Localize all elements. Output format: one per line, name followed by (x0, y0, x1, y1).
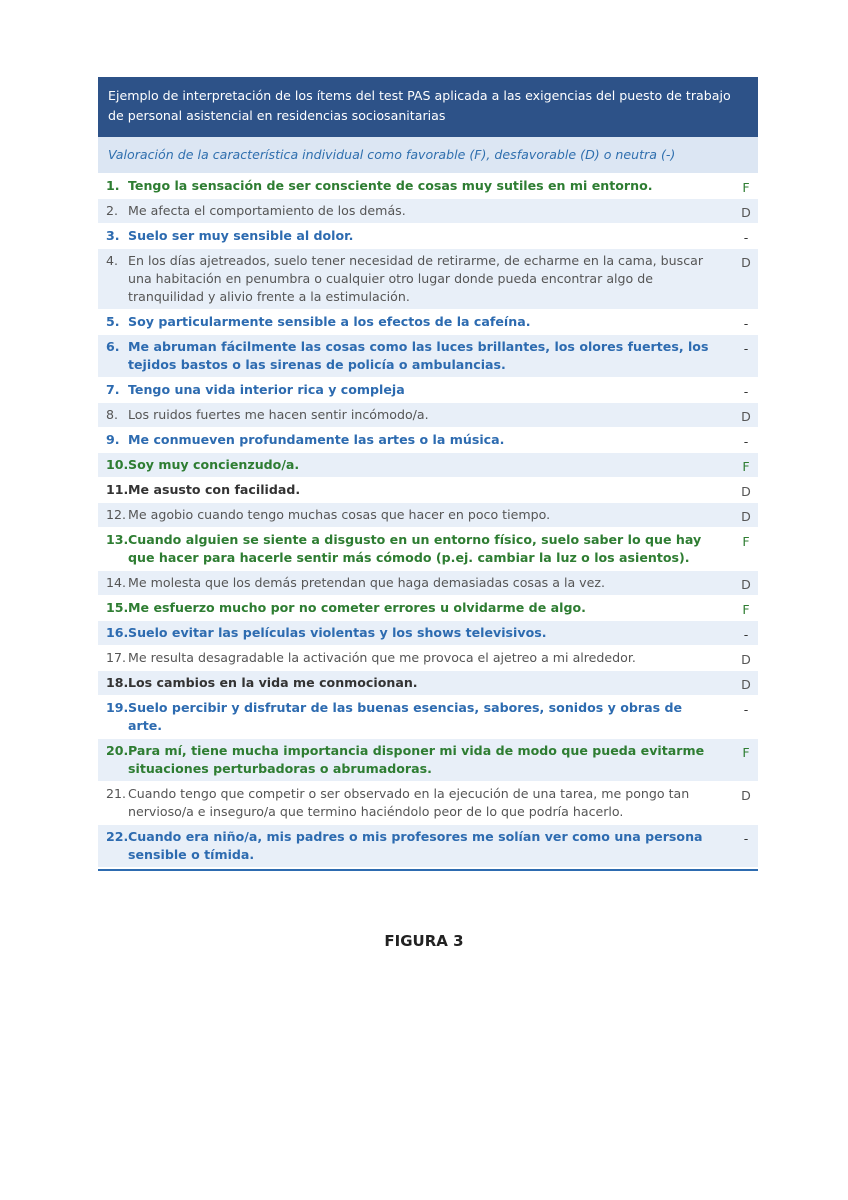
item-text: Me afecta el comportamiento de los demás. (128, 203, 406, 218)
item-number: 20. (106, 743, 129, 758)
item-grade: D (741, 652, 751, 667)
item-text: Tengo una vida interior rica y compleja (128, 382, 405, 397)
table-row (98, 453, 758, 477)
item-number: 16. (106, 625, 129, 640)
table-row (98, 503, 758, 527)
table-row (98, 596, 758, 620)
item-number: 17. (106, 650, 127, 665)
item-text: Suelo evitar las películas violentas y los shows televisivos. (128, 625, 547, 640)
item-text: Soy particularmente sensible a los efectos de la cafeína. (128, 314, 531, 329)
item-text: Me asusto con facilidad. (128, 482, 301, 497)
item-grade: D (741, 788, 751, 803)
table-row (98, 696, 758, 738)
item-text: Suelo ser muy sensible al dolor. (128, 228, 354, 243)
item-grade: D (741, 484, 751, 499)
item-text: Me esfuerzo mucho por no cometer errores u olvidarme de algo. (128, 600, 586, 615)
table-row (98, 478, 758, 502)
item-grade: - (743, 230, 749, 245)
item-grade: D (741, 509, 751, 524)
item-number: 12. (106, 507, 127, 522)
table-row (98, 335, 758, 377)
figure-caption: FIGURA 3 (384, 932, 464, 950)
item-number: 4. (106, 253, 119, 268)
item-number: 18. (106, 675, 129, 690)
item-grade: D (741, 205, 751, 220)
item-grade: - (743, 316, 749, 331)
item-number: 19. (106, 700, 129, 715)
header-line-2: de personal asistencial en residencias sociosanitarias (108, 108, 446, 123)
item-text: Los cambios en la vida me conmocionan. (128, 675, 418, 690)
item-text: Me conmueven profundamente las artes o la música. (128, 432, 505, 447)
item-grade: F (742, 534, 750, 549)
item-grade: F (742, 745, 750, 760)
item-number: 11. (106, 482, 129, 497)
item-grade: D (741, 409, 751, 424)
item-number: 14. (106, 575, 127, 590)
table-row (98, 378, 758, 402)
item-grade: F (742, 459, 750, 474)
item-text: Me resulta desagradable la activación que me provoca el ajetreo a mi alrededor. (128, 650, 636, 665)
item-number: 15. (106, 600, 129, 615)
item-number: 7. (106, 382, 120, 397)
item-text: Cuando era niño/a, mis padres o mis profesores me solían ver como una persona sensible o tímida. (128, 829, 703, 862)
item-number: 6. (106, 339, 120, 354)
item-text: En los días ajetreados, suelo tener necesidad de retirarme, de echarme en la cama, buscar una habitación en penumbra o cualquier otro lugar donde pueda encontrar algo de tranquilidad y alivio frente a la estimulación. (128, 253, 704, 304)
item-grade: - (743, 341, 749, 356)
item-number: 21. (106, 786, 127, 801)
item-text: Tengo la sensación de ser consciente de cosas muy sutiles en mi entorno. (128, 178, 653, 193)
item-grade: - (743, 434, 749, 449)
item-text: Me abruman fácilmente las cosas como las luces brillantes, los olores fuertes, los tejidos bastos o las sirenas de policía o ambulancias. (128, 339, 709, 372)
item-text: Soy muy concienzudo/a. (128, 457, 300, 472)
table-row (98, 428, 758, 452)
table-row (98, 621, 758, 645)
item-number: 22. (106, 829, 129, 844)
item-grade: D (741, 577, 751, 592)
table-row (98, 249, 758, 309)
table-bottom-rule (98, 869, 758, 871)
item-number: 9. (106, 432, 120, 447)
item-grade: F (742, 180, 750, 195)
table-row (98, 174, 758, 198)
item-text: Me molesta que los demás pretendan que haga demasiadas cosas a la vez. (128, 575, 606, 590)
item-number: 1. (106, 178, 120, 193)
item-number: 2. (106, 203, 119, 218)
table-row (98, 403, 758, 427)
table-subheader: Valoración de la característica individual como favorable (F), desfavorable (D) o neutra (-) (98, 137, 758, 173)
table-header (98, 77, 758, 137)
item-number: 10. (106, 457, 129, 472)
table-row (98, 739, 758, 781)
item-grade: - (743, 831, 749, 846)
table-row (98, 571, 758, 595)
header-line-1: Ejemplo de interpretación de los ítems del test PAS aplicada a las exigencias del puesto de trabajo (108, 88, 731, 103)
item-number: 3. (106, 228, 120, 243)
item-text: Cuando tengo que competir o ser observado en la ejecución de una tarea, me pongo tan nervioso/a e inseguro/a que termino haciéndolo peor de lo que podría hacerlo. (128, 786, 690, 819)
item-grade: D (741, 255, 751, 270)
table-row (98, 646, 758, 670)
item-grade: - (743, 384, 749, 399)
item-text: Para mí, tiene mucha importancia disponer mi vida de modo que pueda evitarme situaciones perturbadoras o abrumadoras. (128, 743, 705, 776)
item-grade: - (743, 627, 749, 642)
table-row (98, 310, 758, 334)
item-grade: - (743, 702, 749, 717)
table-row (98, 224, 758, 248)
item-text: Me agobio cuando tengo muchas cosas que hacer en poco tiempo. (128, 507, 551, 522)
item-grade: F (742, 602, 750, 617)
pas-table (98, 77, 758, 871)
table-row (98, 528, 758, 570)
item-text: Los ruidos fuertes me hacen sentir incómodo/a. (128, 407, 429, 422)
item-text: Cuando alguien se siente a disgusto en un entorno físico, suelo saber lo que hay que hacer para hacerle sentir más cómodo (p.ej. cambiar la luz o los asientos). (128, 532, 702, 565)
table-row (98, 782, 758, 824)
item-grade: D (741, 677, 751, 692)
item-number: 8. (106, 407, 119, 422)
item-text: Suelo percibir y disfrutar de las buenas esencias, sabores, sonidos y obras de arte. (128, 700, 683, 733)
table-row (98, 825, 758, 867)
table-row (98, 199, 758, 223)
item-number: 5. (106, 314, 120, 329)
item-number: 13. (106, 532, 129, 547)
table-row (98, 671, 758, 695)
